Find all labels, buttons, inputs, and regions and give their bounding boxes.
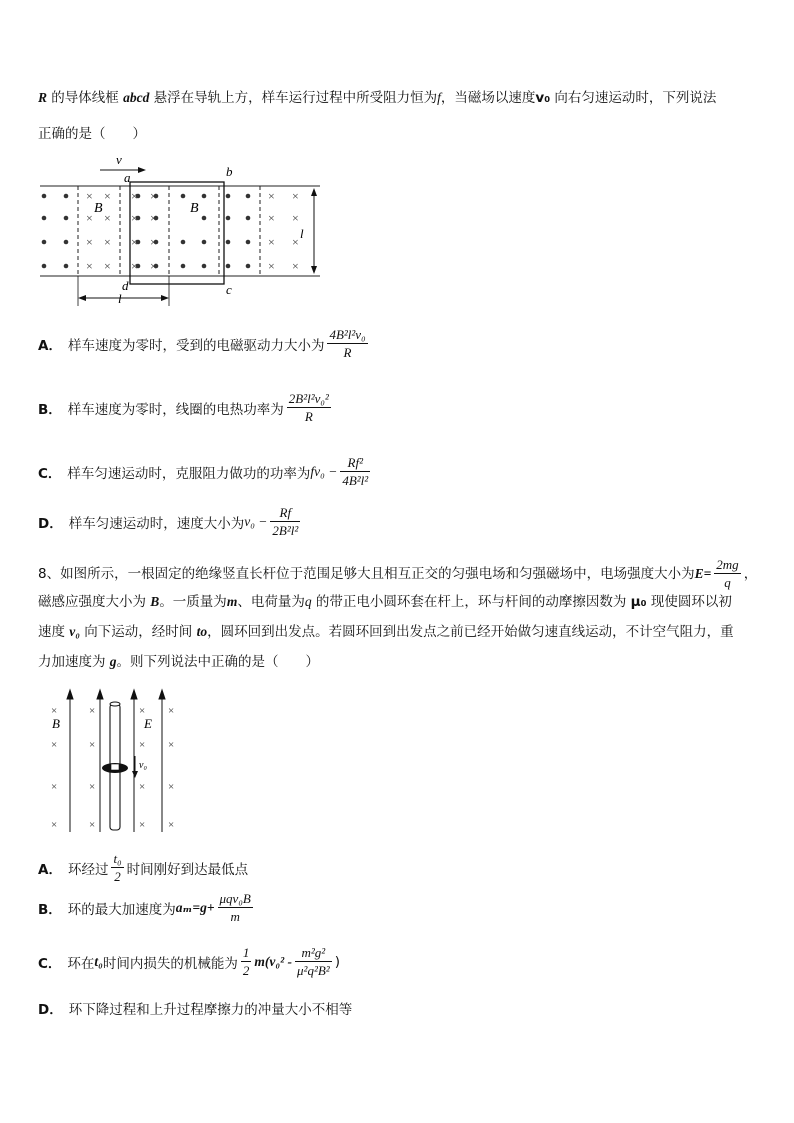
label-E: E: [144, 716, 152, 731]
q7-figure: [38, 158, 338, 306]
svg-text:×: ×: [89, 739, 96, 751]
q8-option-d: D． 环下降过程和上升过程摩擦力的冲量大小不相等: [38, 1002, 353, 1018]
q8-option-b: B． 环的最大加速度为 aₘ=g+ $\frac{\text{μqv₀B}}{m}$: [38, 891, 251, 924]
fraction: $\frac{\text{t₀}}{2}$: [113, 851, 122, 884]
label-B1: B: [94, 201, 103, 216]
q8-line-3: 速度 v₀ 向下运动，经时间 to，圆环回到出发点。若圆环回到出发点之前已经开始做匀速直线运动，不计空气阻力，重: [38, 624, 734, 640]
svg-text:×: ×: [131, 259, 138, 273]
svg-text:×: ×: [292, 211, 299, 225]
q8-figure: [40, 686, 200, 836]
q8-line-4: 力加速度为 g。则下列说法中正确的是（ ）: [38, 654, 320, 670]
label-B: B: [52, 716, 60, 731]
svg-text:×: ×: [51, 705, 58, 717]
svg-text:×: ×: [168, 781, 175, 793]
svg-text:×: ×: [51, 781, 58, 793]
svg-text:×: ×: [139, 739, 146, 751]
svg-text:×: ×: [150, 211, 157, 225]
svg-text:×: ×: [292, 259, 299, 273]
svg-text:×: ×: [268, 235, 275, 249]
svg-text:×: ×: [292, 189, 299, 203]
svg-text:×: ×: [89, 781, 96, 793]
svg-text:×: ×: [268, 189, 275, 203]
q7-line-1: R 的导体线框 abcd 悬浮在导轨上方，样车运行过程中所受阻力恒为f，当磁场以速度v₀ 向右匀速运动时，下列说法: [38, 90, 717, 106]
svg-text:×: ×: [139, 819, 146, 831]
fraction: $\frac{\text{4B²l²v₀}}{R}$: [329, 327, 366, 360]
svg-text:×: ×: [104, 211, 111, 225]
svg-text:×: ×: [150, 235, 157, 249]
label-a: a: [124, 170, 131, 185]
svg-text:×: ×: [104, 189, 111, 203]
label-b: b: [226, 164, 233, 179]
svg-text:×: ×: [168, 739, 175, 751]
svg-text:×: ×: [86, 259, 93, 273]
label-l-bottom: l: [118, 291, 122, 306]
svg-text:×: ×: [292, 235, 299, 249]
fraction: $\frac{2mg}{q}$: [716, 557, 739, 590]
fraction: $\frac{Rf}{\text{2B²l²}}$: [272, 505, 299, 538]
label-d: d: [122, 278, 129, 293]
q7-line-2: 正确的是（ ）: [38, 126, 146, 142]
q7-option-c: C． 样车匀速运动时，克服阻力做功的功率为 fv₀ − $\frac{\text{Rf²}}{\text{4B²l²}}$: [38, 455, 369, 488]
svg-text:×: ×: [168, 819, 175, 831]
svg-text:×: ×: [89, 819, 96, 831]
svg-text:×: ×: [86, 211, 93, 225]
q8-line-2: 磁感应强度大小为 B。一质量为m、电荷量为q 的带正电小圆环套在杆上，环与杆间的动摩擦因数为 μ₀ 现使圆环以初: [38, 594, 732, 610]
svg-text:×: ×: [139, 781, 146, 793]
svg-text:×: ×: [139, 705, 146, 717]
fraction: $\frac{1}{2}$: [242, 945, 250, 978]
svg-text:×: ×: [51, 819, 58, 831]
q8-line-1: 8、如图所示，一根固定的绝缘竖直长杆位于范围足够大且相互正交的匀强电场和匀强磁场中，电场强度大小为 E= $\frac{2mg}{q}$ ，: [38, 557, 758, 590]
svg-text:×: ×: [104, 259, 111, 273]
label-l-right: l: [300, 226, 304, 241]
svg-text:×: ×: [131, 235, 138, 249]
q8-option-a: A． 环经过 $\frac{\text{t₀}}{2}$ 时间刚好到达最低点: [38, 851, 249, 884]
svg-text:×: ×: [89, 705, 96, 717]
svg-text:×: ×: [86, 189, 93, 203]
label-v: v: [116, 158, 122, 167]
svg-text:×: ×: [268, 259, 275, 273]
fraction: $\frac{\text{2B²l²v₀²}}{R}$: [288, 391, 329, 424]
svg-text:×: ×: [104, 235, 111, 249]
q7-R: R: [38, 90, 48, 105]
q7-option-d: D． 样车匀速运动时，速度大小为 v₀ − $\frac{Rf}{\text{2B²l²}}$: [38, 505, 299, 538]
svg-text:×: ×: [168, 705, 175, 717]
svg-text:×: ×: [150, 189, 157, 203]
svg-text:×: ×: [86, 235, 93, 249]
fraction: $\frac{\text{μqv₀B}}{m}$: [219, 891, 251, 924]
q7-option-a: A． 样车速度为零时，受到的电磁驱动力大小为 $\frac{\text{4B²l²v₀}}{R}$: [38, 327, 366, 360]
label-B2: B: [190, 201, 199, 216]
svg-text:×: ×: [131, 189, 138, 203]
q7-option-b: B． 样车速度为零时，线圈的电热功率为 $\frac{\text{2B²l²v₀²}}{R}$: [38, 391, 329, 424]
svg-text:×: ×: [150, 259, 157, 273]
svg-text:×: ×: [268, 211, 275, 225]
label-c: c: [226, 282, 232, 297]
fraction: $\frac{\text{Rf²}}{\text{4B²l²}}$: [342, 455, 369, 488]
q8-option-c: C． 环在 t₀ 时间内损失的机械能为 $\frac{1}{2}$ m(v₀² - $\frac{\text{m²g²}}{\text{μ²q²B²}}$ ): [38, 945, 340, 978]
svg-text:×: ×: [51, 739, 58, 751]
svg-text:×: ×: [131, 211, 138, 225]
label-v0: v₀: [139, 760, 147, 771]
fraction: $\frac{\text{m²g²}}{\text{μ²q²B²}}$: [297, 945, 330, 978]
